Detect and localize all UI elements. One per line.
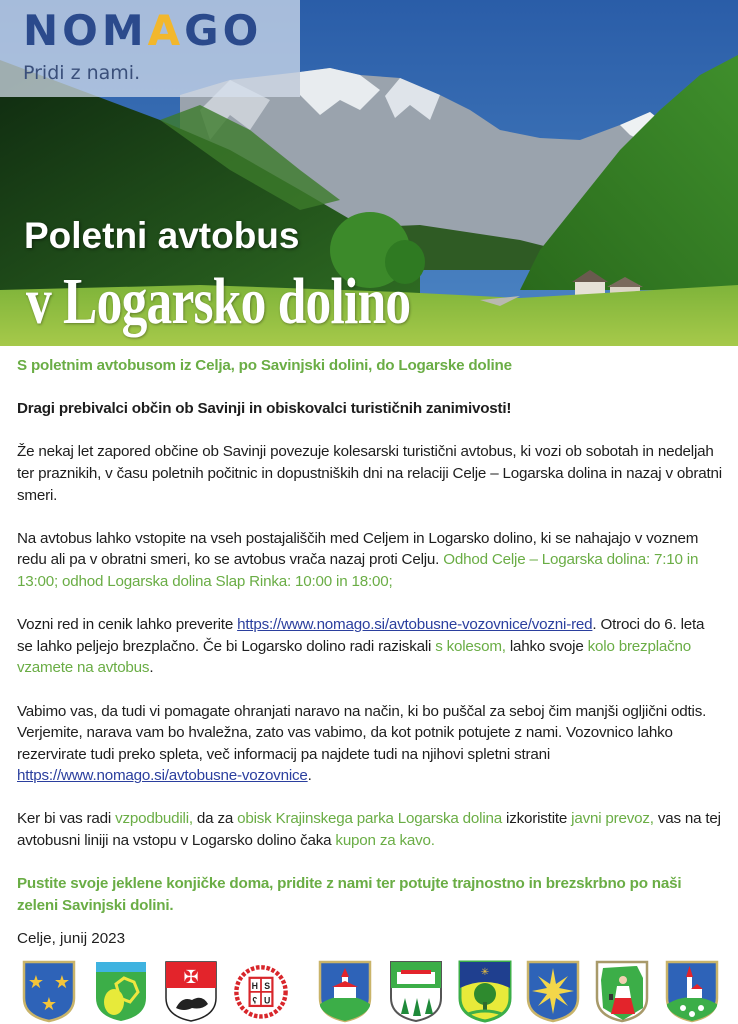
brand-logo[interactable] bbox=[23, 6, 262, 56]
closing-statement: Pustite svoje jeklene konjičke doma, pridite z nami ter potujte trajnostno in brezskrbno po naši zeleni Savinjski dolini. bbox=[17, 875, 682, 914]
municipality-crests bbox=[0, 958, 738, 1024]
svg-text:U: U bbox=[263, 995, 271, 1006]
timetable-text-c: lahko svoje bbox=[505, 637, 588, 655]
schedule-times: Odhod Celje – Logarska dolina: 7:10 in 13:00; odhod Logarska dolina Slap Rinka: 10:00 in 18:00; bbox=[17, 551, 699, 590]
svg-text:★: ★ bbox=[40, 994, 58, 1014]
crest-woman-lantern-icon bbox=[593, 958, 651, 1024]
svg-text:★: ★ bbox=[27, 972, 45, 992]
boarding-text: Na avtobus lahko vstopite na vseh postajališčih med Celjem in Logarsko dolino, ki se nahajajo v voznem redu ali pa v obratni smeri, ko se avtobus vrača nazaj proti Celju. bbox=[17, 529, 699, 569]
tickets-link[interactable]: https://www.nomago.si/avtobusne-vozovnice bbox=[17, 767, 308, 785]
svg-text:★: ★ bbox=[53, 972, 71, 992]
hero-title-line2: v Logarsko dolino bbox=[26, 265, 411, 338]
coffee-coupon-highlight: kupon za kavo. bbox=[335, 832, 435, 850]
crest-castle-hill-icon bbox=[316, 958, 374, 1024]
hero-title-line1: Poletni avtobus bbox=[24, 215, 300, 256]
crest-church-flowers-icon bbox=[663, 958, 721, 1024]
free-bike-highlight: kolo brezplačno vzamete na avtobus bbox=[17, 637, 692, 677]
svg-text:ʕ: ʕ bbox=[252, 995, 258, 1006]
paragraph-boarding bbox=[17, 528, 722, 593]
nature-text: Vabimo vas, da tudi vi pomagate ohranjati naravo na način, ki bo puščal za seboj čim manjši ogljični odtis. Verjemite, narava vam bo hvaležna, zato vas vabimo, da kot potnik potujete z nami. Vozovnico lahko rezervirate tudi preko spleta, več informacij pa najdete tudi na njihovi spletni strani bbox=[17, 702, 707, 763]
paragraph-nature bbox=[17, 701, 722, 787]
svg-text:S: S bbox=[264, 981, 271, 992]
crest-eight-point-star-icon bbox=[524, 958, 582, 1024]
timetable-text-b: . Otroci do 6. leta se lahko peljejo brezplačno. Če bi Logarsko dolino radi raziskali bbox=[17, 616, 705, 655]
timetable-link[interactable]: https://www.nomago.si/avtobusne-vozovnice/vozni-red bbox=[237, 616, 593, 634]
crest-tree-star-icon bbox=[456, 958, 514, 1024]
logo-part1: NOM bbox=[23, 6, 148, 55]
crest-hop-icon bbox=[92, 958, 150, 1024]
paragraph-timetable bbox=[17, 614, 722, 679]
brand-tagline: Pridi z nami. bbox=[23, 62, 141, 84]
logo-part2: GO bbox=[184, 6, 263, 55]
coupon-text-a: Ker bi vas radi bbox=[17, 810, 116, 828]
paragraph-coupon bbox=[17, 808, 722, 851]
crest-hs-ornamental-icon bbox=[232, 958, 290, 1024]
crest-maltese-cross-lion-icon bbox=[162, 958, 220, 1024]
paragraph-intro: Že nekaj let zapored občine ob Savinji povezuje kolesarski turistični avtobus, ki vozi ob sobotah in nedeljah ter praznikih, v času poletnih počitnic in dopustniških dni na relaciji Celje – Logarska dolina in nazaj v obratni smeri. bbox=[17, 443, 722, 504]
public-transport-highlight: javni prevoz, bbox=[571, 810, 654, 828]
logo-accent-letter: A bbox=[147, 6, 185, 55]
crest-castle-trees-icon bbox=[387, 958, 445, 1024]
article-greeting: Dragi prebivalci občin ob Savinji in obiskovalci turističnih zanimivosti! bbox=[17, 400, 512, 418]
article-body bbox=[17, 355, 722, 938]
svg-text:✳: ✳ bbox=[480, 967, 490, 978]
bike-highlight: s kolesom, bbox=[435, 637, 506, 655]
crest-three-stars-icon bbox=[20, 958, 78, 1024]
svg-text:✠: ✠ bbox=[183, 967, 199, 987]
svg-text:H: H bbox=[251, 981, 259, 992]
coupon-text-c: izkoristite bbox=[502, 810, 572, 828]
coupon-text-b: da za bbox=[192, 810, 238, 828]
timetable-text-a: Vozni red in cenik lahko preverite bbox=[17, 616, 238, 634]
coupon-text-d: vas na tej avtobusni liniji na vstopu v Logarsko dolino čaka bbox=[17, 810, 721, 850]
encourage-highlight: vzpodbudili, bbox=[115, 810, 193, 828]
park-highlight: obisk Krajinskega parka Logarska dolina bbox=[237, 810, 503, 828]
article-subtitle: S poletnim avtobusom iz Celja, po Savinjski dolini, do Logarske doline bbox=[17, 357, 512, 374]
brand-logo-panel bbox=[0, 0, 300, 97]
publication-date: Celje, junij 2023 bbox=[17, 930, 126, 947]
nature-text-end: . bbox=[307, 767, 312, 785]
timetable-text-d: . bbox=[149, 659, 154, 677]
hero-banner bbox=[0, 0, 738, 346]
